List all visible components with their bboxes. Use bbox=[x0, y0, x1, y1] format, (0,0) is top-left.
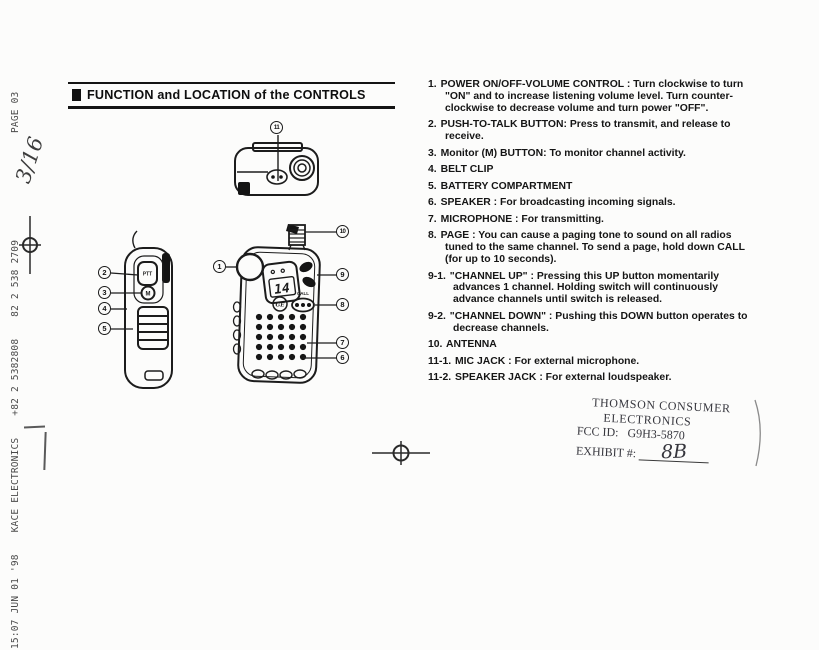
registration-mark-bottom bbox=[372, 438, 430, 468]
control-description: For external loudspeaker. bbox=[545, 372, 672, 384]
callout-page: 8 bbox=[336, 298, 349, 311]
control-number: 3. bbox=[428, 147, 437, 159]
control-label: MIC JACK : bbox=[455, 355, 512, 367]
control-list-item bbox=[428, 148, 759, 160]
control-label: "CHANNEL UP" : bbox=[449, 270, 534, 282]
stamp-org-line2: ELECTRONICS bbox=[603, 410, 692, 429]
control-number: 6. bbox=[428, 197, 437, 209]
fax-number-2: 82 2 538 2709 bbox=[10, 239, 21, 317]
control-description: For external microphone. bbox=[514, 355, 640, 367]
fax-number-1: +82 2 5382808 bbox=[10, 338, 21, 416]
control-label: POWER ON/OFF-VOLUME CONTROL : bbox=[440, 79, 631, 90]
control-number: 10. bbox=[428, 339, 443, 351]
handwritten-dash-mark bbox=[24, 425, 45, 428]
callout-battery: 5 bbox=[98, 322, 111, 335]
callout-ptt: 2 bbox=[98, 266, 111, 279]
callout-speaker: 6 bbox=[336, 351, 349, 364]
exhibit-blank-line bbox=[639, 442, 710, 464]
control-list-item bbox=[428, 197, 759, 209]
stamp-org-line1: THOMSON CONSUMER bbox=[591, 395, 731, 416]
control-number: 1. bbox=[428, 79, 437, 90]
control-number: 11-2. bbox=[428, 372, 452, 384]
callout-channel: 9 bbox=[336, 268, 349, 281]
control-list-item bbox=[428, 79, 759, 115]
control-description: Turn clockwise to turn "ON" and to increase listening volume level. Turn counter-clockwise to decrease volume and turn power "OFF". bbox=[445, 79, 744, 114]
control-list-item bbox=[428, 214, 759, 226]
control-description: For broadcasting incoming signals. bbox=[500, 197, 676, 209]
control-number: 8. bbox=[428, 230, 437, 242]
handwritten-curve-mark bbox=[750, 398, 768, 468]
section-heading bbox=[68, 82, 395, 109]
control-description: Pressing this UP button momentarily advances 1 channel. Holding switch will continuously advance channels until switch is released. bbox=[453, 270, 720, 306]
control-label: BELT CLIP bbox=[440, 164, 494, 176]
control-label: SPEAKER : bbox=[440, 197, 498, 209]
control-list-item bbox=[428, 230, 759, 266]
control-number: 4. bbox=[428, 164, 437, 176]
control-number: 5. bbox=[428, 180, 437, 192]
radio-diagram bbox=[85, 115, 380, 405]
control-list-item bbox=[428, 119, 759, 143]
control-number: 2. bbox=[428, 119, 437, 131]
callout-jacks: 11 bbox=[270, 121, 283, 134]
control-description: For transmitting. bbox=[521, 213, 604, 225]
control-label: PAGE : bbox=[440, 230, 476, 242]
control-list-item bbox=[428, 356, 759, 368]
control-label: "CHANNEL DOWN" : bbox=[449, 310, 553, 322]
fax-header-line bbox=[10, 224, 21, 649]
control-list-item bbox=[428, 311, 759, 335]
fcc-id-label: FCC ID: bbox=[576, 423, 619, 440]
callout-microphone: 7 bbox=[336, 336, 349, 349]
monitor-button-label: M bbox=[145, 291, 151, 298]
fax-timestamp: 15:07 JUN 01 '98 bbox=[10, 554, 21, 649]
control-list-item bbox=[428, 164, 759, 176]
callout-belt-clip: 4 bbox=[98, 302, 111, 315]
control-description: To monitor channel activity. bbox=[549, 147, 686, 159]
control-list-item bbox=[428, 339, 759, 351]
control-number: 11-1. bbox=[428, 355, 452, 367]
control-list-item bbox=[428, 271, 759, 307]
fax-sender: KACE ELECTRONICS bbox=[10, 437, 21, 533]
control-description: Pushing this DOWN button operates to decrease channels. bbox=[453, 310, 748, 334]
registration-mark-left bbox=[12, 216, 48, 274]
callout-monitor: 3 bbox=[98, 286, 111, 299]
section-title: FUNCTION and LOCATION of the CONTROLS bbox=[87, 88, 366, 102]
call-button-label: CALL bbox=[297, 291, 309, 296]
control-number: 9-2. bbox=[428, 310, 446, 322]
fax-page-label: PAGE 03 bbox=[10, 91, 21, 133]
exhibit-label: EXHIBIT #: bbox=[575, 443, 637, 460]
exhibit-handwritten-value: 8B bbox=[660, 440, 688, 463]
control-list-item bbox=[428, 181, 759, 193]
control-description: You can cause a paging tone to sound on all radios tuned to the same channel. To send a page, hold down CALL (for up to 10 seconds). bbox=[445, 230, 745, 266]
control-description: Press to transmit, and release to receive. bbox=[445, 119, 731, 143]
controls-list bbox=[428, 79, 759, 389]
callout-volume: 1 bbox=[213, 260, 226, 273]
control-label: BATTERY COMPARTMENT bbox=[440, 180, 573, 192]
control-label: MICROPHONE : bbox=[440, 213, 519, 225]
ge-logo: GE bbox=[275, 302, 285, 309]
control-label: PUSH-TO-TALK BUTTON: bbox=[440, 119, 567, 131]
control-label: Monitor (M) BUTTON: bbox=[440, 147, 547, 159]
callout-antenna: 10 bbox=[336, 225, 349, 238]
square-bullet-icon bbox=[72, 89, 81, 101]
control-number: 7. bbox=[428, 213, 437, 225]
control-number: 9-1. bbox=[428, 270, 446, 282]
handwritten-fraction-note: 3/16 bbox=[10, 133, 49, 187]
channel-display-value: 14 bbox=[273, 281, 291, 298]
control-label: ANTENNA bbox=[445, 339, 497, 351]
handwritten-vertical-mark bbox=[43, 432, 46, 470]
fcc-exhibit-stamp bbox=[576, 395, 779, 467]
ptt-button-label: PTT bbox=[142, 271, 153, 278]
control-list-item bbox=[428, 372, 759, 384]
fcc-id-value: G9H3-5870 bbox=[627, 425, 686, 443]
control-label: SPEAKER JACK : bbox=[455, 372, 543, 384]
